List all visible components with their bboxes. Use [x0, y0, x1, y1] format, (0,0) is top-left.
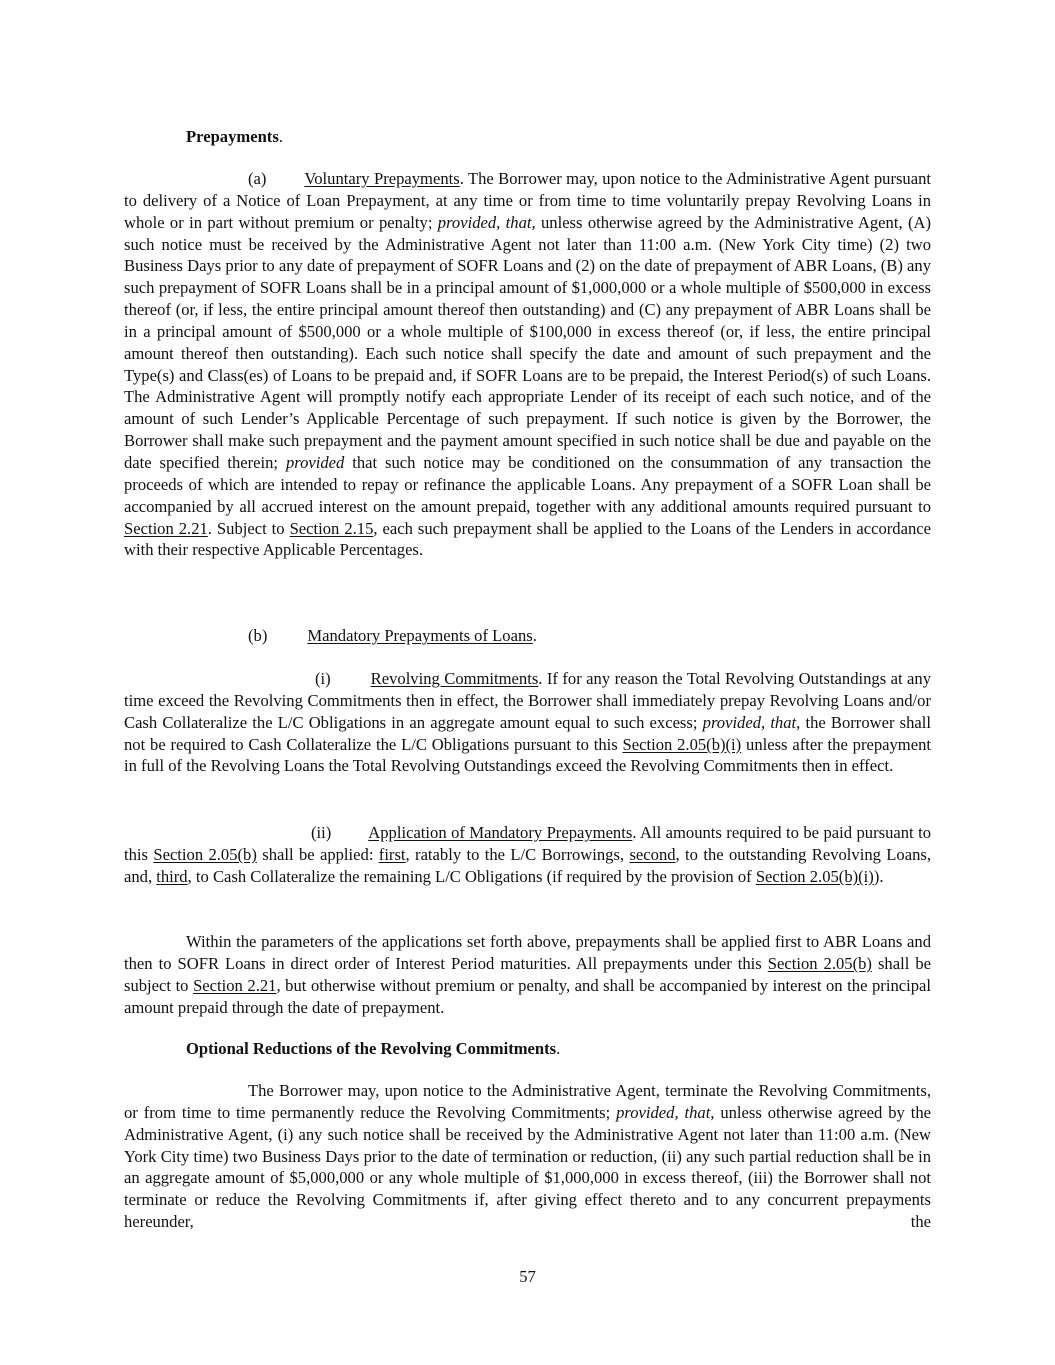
clause-heading-b: (b) Mandatory Prepayments of Loans.: [248, 626, 537, 645]
heading-text: Prepayments: [186, 127, 279, 146]
paragraph-application-of-prepayments: (ii) Application of Mandatory Prepayments. All amounts required to be paid pursuant to this Section 2.05(b) shall be applied: first, ratably to the L/C Borrowings, second, to the outstanding Revolving Loans, and, third, to Cash Collateralize the remaining L/C Obligations (if required by the provision of Section 2.05(b)(i)).: [124, 823, 931, 886]
section-ref-2-05-b: Section 2.05(b): [767, 953, 872, 973]
paragraph-optional-reductions: The Borrower may, upon notice to the Administrative Agent, terminate the Revolving Commitments, or from time to time permanently reduce the Revolving Commitments; provided, that, unless otherwise agreed by the Administrative Agent, (i) any such notice shall be received by the Administrative Agent not later than 11:00 a.m. (New York City time) two Business Days prior to the date of termination or reduction, (ii) any such partial reduction shall be in an aggregate amount of $5,000,000 or any whole multiple of $1,000,000 in excess thereof, (iii) the Borrower shall not terminate or reduce the Revolving Commitments if, after giving effect thereto and to any concurrent prepayments hereunder, the: [124, 1081, 931, 1232]
section-ref-2-21: Section 2.21: [124, 518, 208, 538]
section-heading-prepayments: Prepayments.: [186, 127, 283, 146]
term-first: first: [378, 844, 406, 864]
section-ref-2-15: Section 2.15: [289, 518, 374, 538]
clause-title-voluntary-prepayments: Voluntary Prepayments: [304, 169, 460, 188]
section-heading-optional-reductions: Optional Reductions of the Revolving Commitments.: [186, 1039, 561, 1058]
page-number: 57: [519, 1267, 536, 1286]
clause-title-revolving-commitments: Revolving Commitments: [370, 669, 539, 688]
paragraph-within-parameters: Within the parameters of the applications set forth above, prepayments shall be applied first to ABR Loans and then to SOFR Loans in direct order of Interest Period maturities. All prepayments under this Section 2.05(b) shall be subject to Section 2.21, but otherwise without premium or penalty, and shall be accompanied by interest on the principal amount prepaid through the date of prepayment.: [124, 932, 931, 1017]
section-ref-2-05-b-i: Section 2.05(b)(i): [755, 866, 874, 886]
clause-label-b: (b): [248, 626, 268, 645]
section-ref-2-05-b-i: Section 2.05(b)(i): [622, 734, 742, 754]
term-third: third: [156, 866, 188, 886]
paragraph-voluntary-prepayments: (a) Voluntary Prepayments. The Borrower may, upon notice to the Administrative Agent pursuant to delivery of a Notice of Loan Prepayment, at any time or from time to time voluntarily prepay Revolving Loans in whole or in part without premium or penalty; provided, that, unless otherwise agreed by the Administrative Agent, (A) such notice must be received by the Administrative Agent not later than 11:00 a.m. (New York City time) (2) two Business Days prior to any date of prepayment of SOFR Loans and (2) on the date of prepayment of ABR Loans, (B) any such prepayment of SOFR Loans shall be in a principal amount of $1,000,000 or a whole multiple of $500,000 in excess thereof (or, if less, the entire principal amount thereof then outstanding) and (C) any prepayment of ABR Loans shall be in a principal amount of $500,000 or a whole multiple of $100,000 in excess thereof (or, if less, the entire principal amount thereof then outstanding). Each such notice shall specify the date and amount of such prepayment and the Type(s) and Class(es) of Loans to be prepaid and, if SOFR Loans are to be prepaid, the Interest Period(s) of such Loans. The Administrative Agent will promptly notify each appropriate Lender of its receipt of each such notice, and of the amount of such Lender’s Applicable Percentage of such prepayment. If such notice is given by the Borrower, the Borrower shall make such prepayment and the payment amount specified in such notice shall be due and payable on the date specified therein; provided that such notice may be conditioned on the consummation of any transaction the proceeds of which are intended to repay or refinance the applicable Loans. Any prepayment of a SOFR Loan shall be accompanied by all accrued interest on the amount prepaid, together with any additional amounts required pursuant to Section 2.21. Subject to Section 2.15, each such prepayment shall be applied to the Loans of the Lenders in accordance with their respective Applicable Percentages.: [124, 169, 931, 560]
section-ref-2-05-b: Section 2.05(b): [153, 844, 257, 864]
clause-title-mandatory-prepayments: Mandatory Prepayments of Loans: [307, 626, 533, 645]
term-second: second: [629, 844, 676, 864]
clause-label-a: (a): [248, 169, 267, 188]
heading-text: Optional Reductions of the Revolving Commitments: [186, 1039, 557, 1058]
clause-label-i: (i): [315, 669, 331, 688]
section-ref-2-21: Section 2.21: [193, 975, 277, 995]
clause-title-application: Application of Mandatory Prepayments: [368, 823, 633, 842]
paragraph-revolving-commitments: (i) Revolving Commitments. If for any reason the Total Revolving Outstandings at any time exceed the Revolving Commitments then in effect, the Borrower shall immediately prepay Revolving Loans and/or Cash Collateralize the L/C Obligations in an aggregate amount equal to such excess; provided, that, the Borrower shall not be required to Cash Collateralize the L/C Obligations pursuant to this Section 2.05(b)(i) unless after the prepayment in full of the Revolving Loans the Total Revolving Outstandings exceed the Revolving Commitments then in effect.: [124, 669, 931, 776]
clause-label-ii: (ii): [311, 823, 332, 842]
